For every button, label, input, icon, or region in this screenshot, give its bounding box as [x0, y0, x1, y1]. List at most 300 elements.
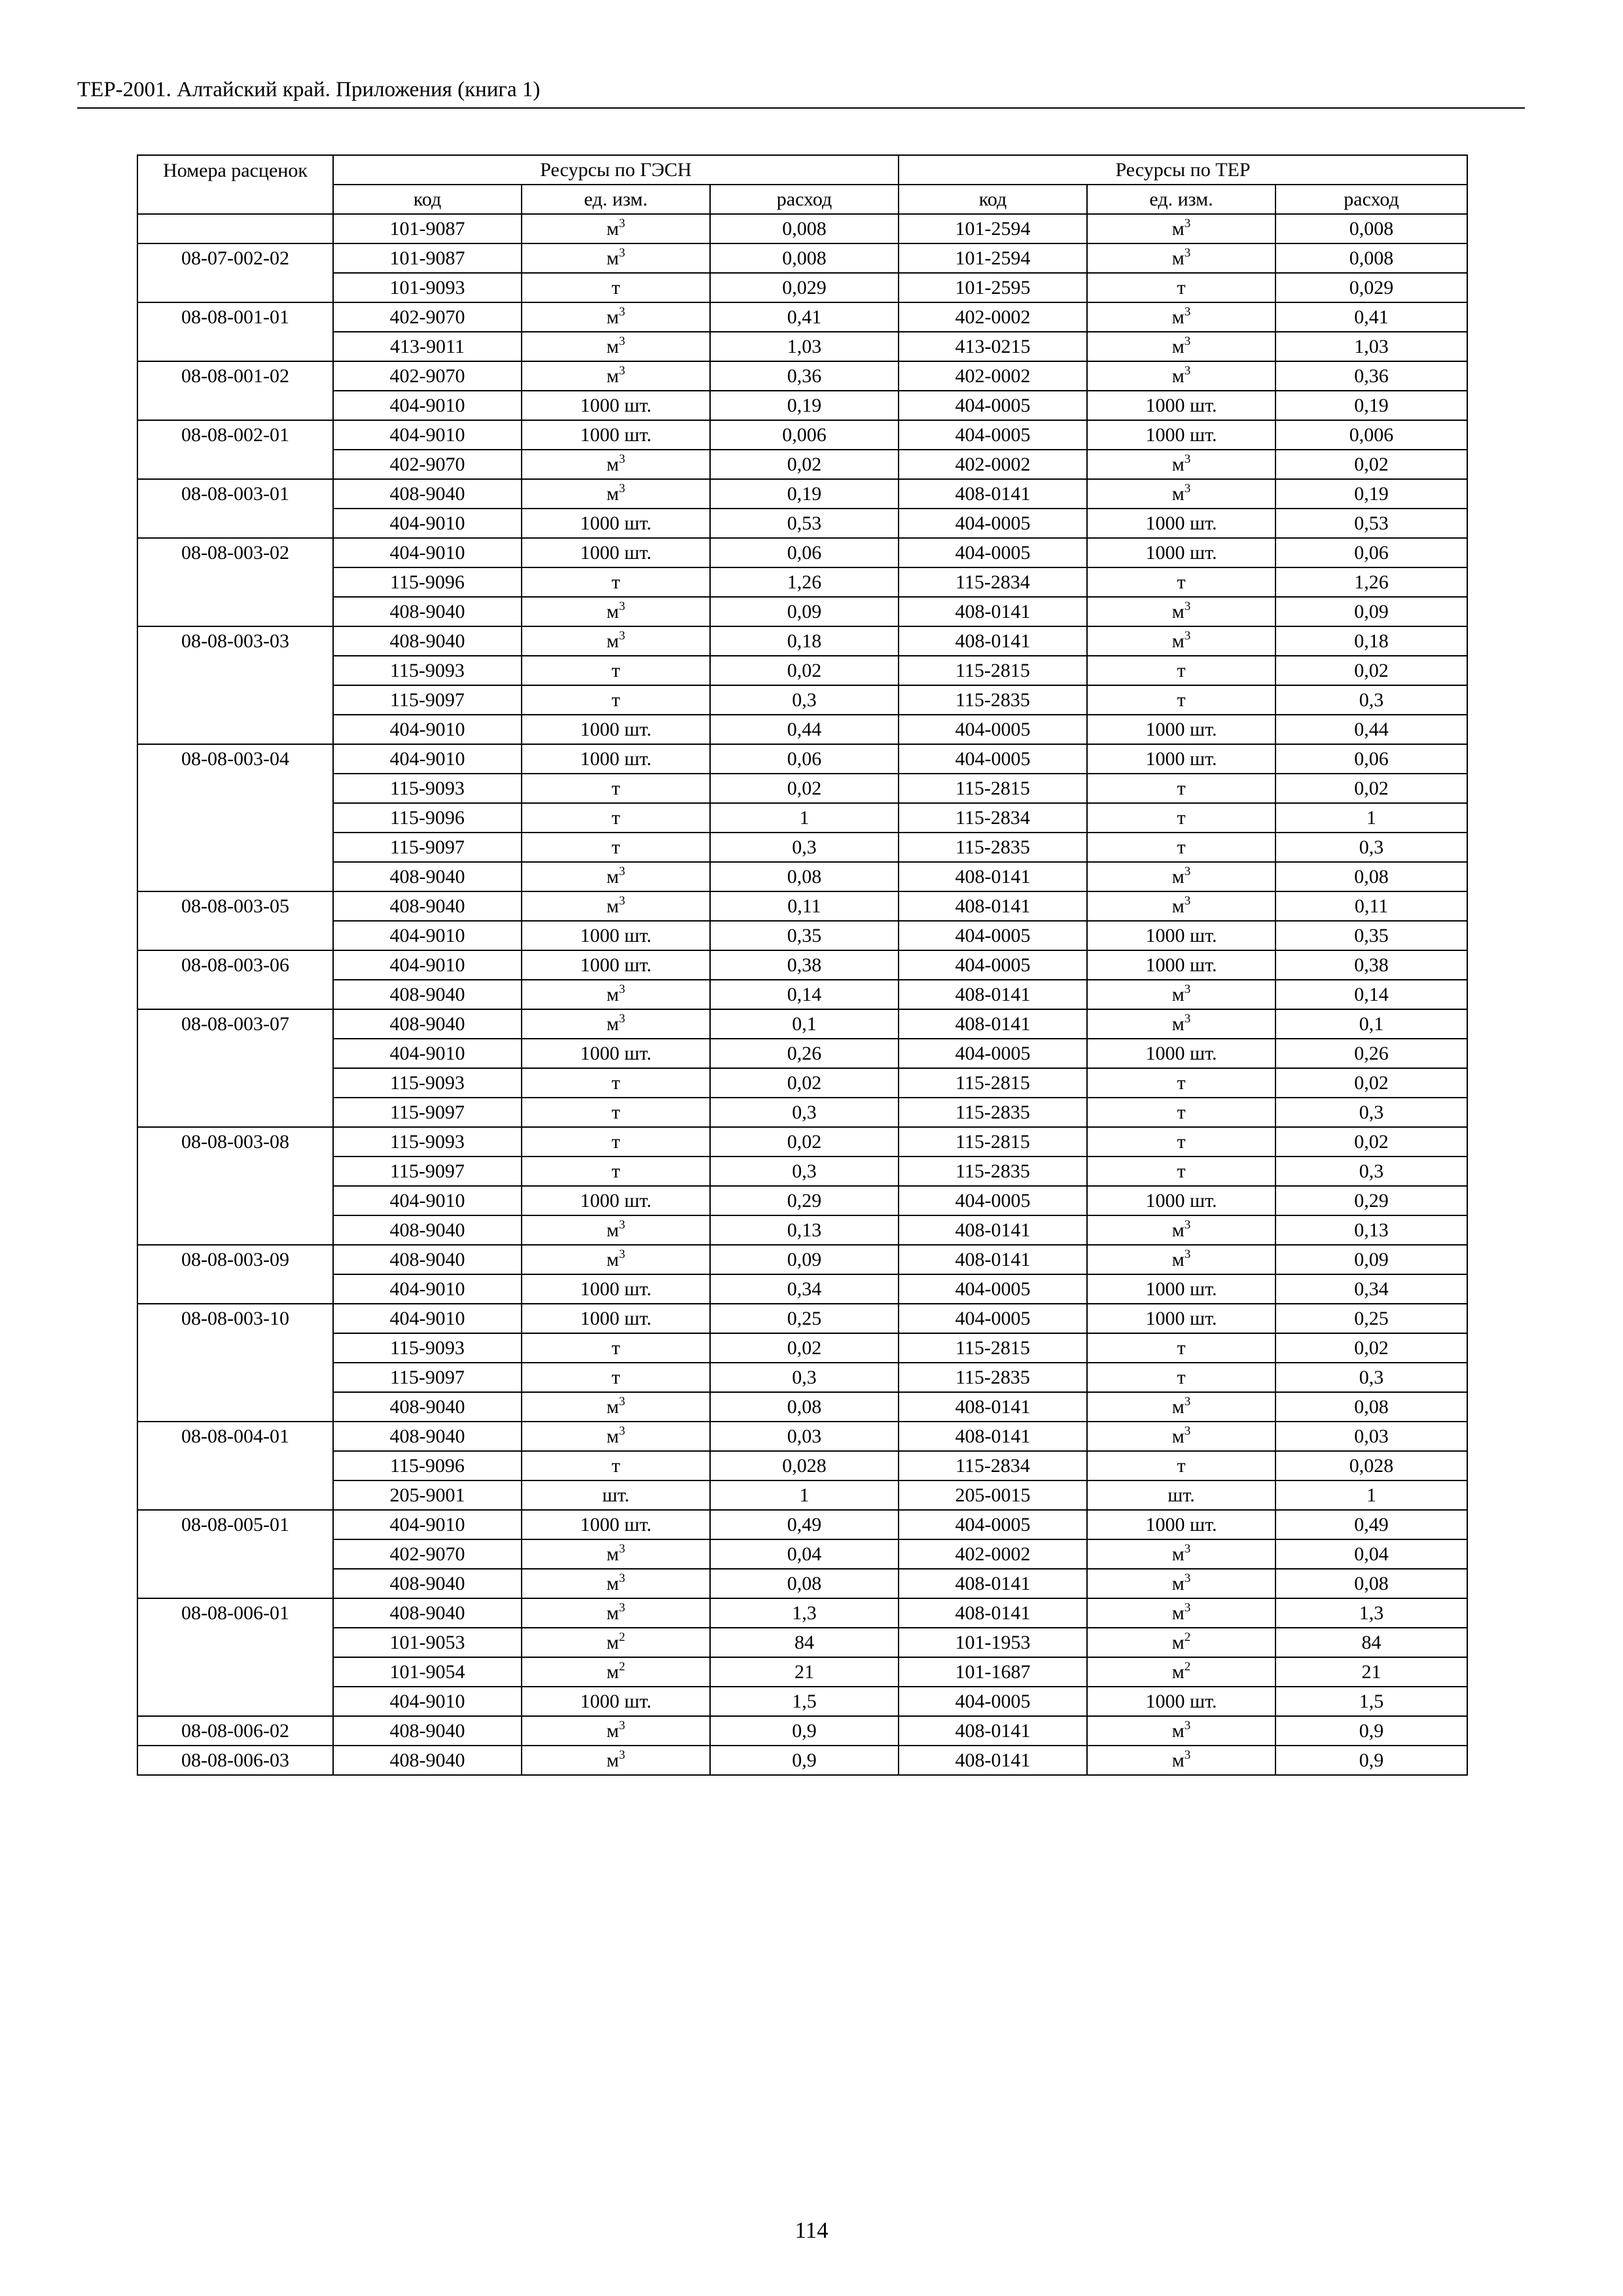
- rate-number-cell: 08-08-002-01: [137, 420, 333, 450]
- gesn-unit-cell: т: [522, 1157, 710, 1186]
- rate-number-cell: [137, 450, 333, 479]
- ter-code-cell: 413-0215: [899, 332, 1087, 361]
- ter-amount-cell: 0,008: [1275, 243, 1467, 273]
- gesn-unit-cell: $м^3$: [522, 891, 710, 921]
- ter-unit-cell: $м^3$: [1087, 450, 1275, 479]
- gesn-code-cell: 404-9010: [333, 1274, 522, 1304]
- gesn-amount-cell: 0,3: [710, 685, 899, 715]
- table-row: [137, 1245, 1467, 1274]
- gesn-unit-cell: т: [522, 567, 710, 597]
- ter-unit-cell: 1000 шт.: [1087, 1510, 1275, 1539]
- gesn-unit-cell: $м^3$: [522, 1539, 710, 1569]
- gesn-unit-cell: $м^3$: [522, 214, 710, 243]
- gesn-amount-cell: 0,029: [710, 273, 899, 302]
- gesn-unit-cell: 1000 шт.: [522, 538, 710, 567]
- rate-number-cell: [137, 597, 333, 626]
- ter-unit-cell: 1000 шт.: [1087, 1039, 1275, 1068]
- ter-amount-cell: 0,18: [1275, 626, 1467, 656]
- rate-number-cell: [137, 774, 333, 803]
- ter-code-cell: 115-2835: [899, 1098, 1087, 1127]
- ter-code-cell: 115-2815: [899, 1068, 1087, 1098]
- ter-code-cell: 101-2594: [899, 214, 1087, 243]
- ter-amount-cell: 0,03: [1275, 1422, 1467, 1451]
- gesn-unit-cell: $м^3$: [522, 1009, 710, 1039]
- ter-amount-cell: 0,029: [1275, 273, 1467, 302]
- header-gesn-amount: расход: [710, 185, 899, 214]
- ter-code-cell: 115-2835: [899, 833, 1087, 862]
- ter-code-cell: 404-0005: [899, 509, 1087, 538]
- rate-number-cell: [137, 1098, 333, 1127]
- table-row: [137, 479, 1467, 509]
- ter-unit-cell: 1000 шт.: [1087, 950, 1275, 980]
- table-row: [137, 1422, 1467, 1451]
- gesn-unit-cell: 1000 шт.: [522, 950, 710, 980]
- ter-amount-cell: 0,11: [1275, 891, 1467, 921]
- ter-code-cell: 408-0141: [899, 1215, 1087, 1245]
- ter-code-cell: 404-0005: [899, 1274, 1087, 1304]
- gesn-unit-cell: т: [522, 1098, 710, 1127]
- gesn-code-cell: 115-9097: [333, 1157, 522, 1186]
- gesn-code-cell: 115-9093: [333, 1068, 522, 1098]
- rate-number-cell: 08-08-005-01: [137, 1510, 333, 1539]
- ter-code-cell: 115-2815: [899, 774, 1087, 803]
- ter-amount-cell: 0,25: [1275, 1304, 1467, 1333]
- table-row: [137, 1569, 1467, 1598]
- rate-number-cell: [137, 1274, 333, 1304]
- table-row: [137, 1628, 1467, 1657]
- gesn-code-cell: 404-9010: [333, 1304, 522, 1333]
- ter-amount-cell: 0,3: [1275, 833, 1467, 862]
- gesn-amount-cell: 0,02: [710, 774, 899, 803]
- ter-unit-cell: $м^3$: [1087, 1716, 1275, 1746]
- ter-unit-cell: $м^3$: [1087, 479, 1275, 509]
- rate-number-cell: 08-08-003-07: [137, 1009, 333, 1039]
- rate-number-cell: [137, 1215, 333, 1245]
- ter-code-cell: 402-0002: [899, 302, 1087, 332]
- gesn-unit-cell: т: [522, 833, 710, 862]
- header-gesn-unit: ед. изм.: [522, 185, 710, 214]
- gesn-code-cell: 408-9040: [333, 597, 522, 626]
- ter-code-cell: 402-0002: [899, 361, 1087, 391]
- gesn-code-cell: 115-9097: [333, 685, 522, 715]
- ter-code-cell: 408-0141: [899, 1569, 1087, 1598]
- table-row: [137, 1480, 1467, 1510]
- ter-unit-cell: т: [1087, 1127, 1275, 1157]
- header-ter-amount: расход: [1275, 185, 1467, 214]
- ter-unit-cell: 1000 шт.: [1087, 744, 1275, 774]
- table-body: [137, 214, 1467, 1775]
- ter-amount-cell: 0,02: [1275, 1333, 1467, 1363]
- gesn-code-cell: 408-9040: [333, 980, 522, 1009]
- ter-unit-cell: $м^3$: [1087, 1746, 1275, 1775]
- gesn-amount-cell: 1,3: [710, 1598, 899, 1628]
- gesn-amount-cell: 0,06: [710, 538, 899, 567]
- ter-unit-cell: $м^3$: [1087, 891, 1275, 921]
- gesn-amount-cell: 0,3: [710, 833, 899, 862]
- ter-code-cell: 115-2835: [899, 1157, 1087, 1186]
- ter-unit-cell: 1000 шт.: [1087, 420, 1275, 450]
- ter-amount-cell: 0,02: [1275, 774, 1467, 803]
- ter-unit-cell: 1000 шт.: [1087, 1304, 1275, 1333]
- gesn-code-cell: 404-9010: [333, 921, 522, 950]
- ter-unit-cell: т: [1087, 1157, 1275, 1186]
- gesn-amount-cell: 0,008: [710, 214, 899, 243]
- table-row: [137, 1127, 1467, 1157]
- gesn-unit-cell: $м^3$: [522, 1215, 710, 1245]
- ter-amount-cell: 0,3: [1275, 1157, 1467, 1186]
- gesn-code-cell: 402-9070: [333, 450, 522, 479]
- ter-amount-cell: 0,008: [1275, 214, 1467, 243]
- gesn-amount-cell: 0,03: [710, 1422, 899, 1451]
- gesn-amount-cell: 84: [710, 1628, 899, 1657]
- ter-unit-cell: $м^3$: [1087, 1569, 1275, 1598]
- table-row: [137, 509, 1467, 538]
- ter-amount-cell: 0,19: [1275, 479, 1467, 509]
- ter-amount-cell: 0,06: [1275, 538, 1467, 567]
- rate-number-cell: 08-08-001-02: [137, 361, 333, 391]
- ter-amount-cell: 84: [1275, 1628, 1467, 1657]
- gesn-amount-cell: 21: [710, 1657, 899, 1687]
- table-row: [137, 391, 1467, 420]
- ter-unit-cell: $м^3$: [1087, 243, 1275, 273]
- gesn-code-cell: 101-9087: [333, 243, 522, 273]
- ter-amount-cell: 0,02: [1275, 450, 1467, 479]
- ter-code-cell: 408-0141: [899, 1009, 1087, 1039]
- table-row: [137, 1157, 1467, 1186]
- ter-unit-cell: $м^2$: [1087, 1657, 1275, 1687]
- gesn-amount-cell: 0,02: [710, 1068, 899, 1098]
- table-row: [137, 1215, 1467, 1245]
- gesn-code-cell: 101-9054: [333, 1657, 522, 1687]
- gesn-code-cell: 101-9053: [333, 1628, 522, 1657]
- rate-number-cell: 08-08-001-01: [137, 302, 333, 332]
- gesn-code-cell: 404-9010: [333, 744, 522, 774]
- rate-number-cell: [137, 1068, 333, 1098]
- rate-number-cell: 08-08-003-06: [137, 950, 333, 980]
- header-gesn-code: код: [333, 185, 522, 214]
- gesn-code-cell: 404-9010: [333, 391, 522, 420]
- gesn-amount-cell: 0,41: [710, 302, 899, 332]
- header-ter-resources: Ресурсы по ТЕР: [899, 155, 1467, 185]
- ter-unit-cell: $м^3$: [1087, 361, 1275, 391]
- rate-number-cell: [137, 1392, 333, 1422]
- rate-number-cell: 08-08-003-10: [137, 1304, 333, 1333]
- ter-amount-cell: 0,06: [1275, 744, 1467, 774]
- table-row: [137, 1186, 1467, 1215]
- rate-number-cell: 08-08-006-03: [137, 1746, 333, 1775]
- gesn-unit-cell: $м^3$: [522, 597, 710, 626]
- gesn-unit-cell: 1000 шт.: [522, 1510, 710, 1539]
- rate-number-cell: [137, 1687, 333, 1716]
- ter-amount-cell: 1,5: [1275, 1687, 1467, 1716]
- ter-unit-cell: т: [1087, 1098, 1275, 1127]
- gesn-unit-cell: $м^3$: [522, 1422, 710, 1451]
- ter-amount-cell: 1,03: [1275, 332, 1467, 361]
- table-row: [137, 1392, 1467, 1422]
- ter-code-cell: 408-0141: [899, 626, 1087, 656]
- gesn-unit-cell: 1000 шт.: [522, 1039, 710, 1068]
- ter-code-cell: 408-0141: [899, 1746, 1087, 1775]
- gesn-amount-cell: 0,06: [710, 744, 899, 774]
- gesn-code-cell: 402-9070: [333, 302, 522, 332]
- gesn-code-cell: 115-9093: [333, 656, 522, 685]
- ter-unit-cell: т: [1087, 1451, 1275, 1480]
- table-row: [137, 361, 1467, 391]
- gesn-unit-cell: 1000 шт.: [522, 744, 710, 774]
- ter-code-cell: 402-0002: [899, 1539, 1087, 1569]
- table-row: [137, 567, 1467, 597]
- ter-amount-cell: 0,44: [1275, 715, 1467, 744]
- gesn-amount-cell: 0,9: [710, 1746, 899, 1775]
- gesn-code-cell: 402-9070: [333, 361, 522, 391]
- gesn-amount-cell: 0,09: [710, 597, 899, 626]
- gesn-amount-cell: 1,5: [710, 1687, 899, 1716]
- ter-amount-cell: 0,9: [1275, 1746, 1467, 1775]
- ter-amount-cell: 0,13: [1275, 1215, 1467, 1245]
- gesn-amount-cell: 0,38: [710, 950, 899, 980]
- gesn-code-cell: 408-9040: [333, 1569, 522, 1598]
- gesn-amount-cell: 0,13: [710, 1215, 899, 1245]
- ter-code-cell: 408-0141: [899, 891, 1087, 921]
- table-row: [137, 1039, 1467, 1068]
- table-row: [137, 833, 1467, 862]
- gesn-code-cell: 408-9040: [333, 891, 522, 921]
- table-row: [137, 1304, 1467, 1333]
- gesn-unit-cell: 1000 шт.: [522, 1186, 710, 1215]
- gesn-unit-cell: 1000 шт.: [522, 921, 710, 950]
- gesn-unit-cell: $м^3$: [522, 450, 710, 479]
- ter-unit-cell: $м^3$: [1087, 1539, 1275, 1569]
- gesn-amount-cell: 0,3: [710, 1098, 899, 1127]
- gesn-unit-cell: 1000 шт.: [522, 715, 710, 744]
- table-row: [137, 685, 1467, 715]
- gesn-unit-cell: 1000 шт.: [522, 420, 710, 450]
- rate-number-cell: [137, 1569, 333, 1598]
- ter-amount-cell: 0,09: [1275, 597, 1467, 626]
- ter-unit-cell: $м^3$: [1087, 597, 1275, 626]
- table-row: [137, 1687, 1467, 1716]
- ter-code-cell: 115-2815: [899, 656, 1087, 685]
- gesn-amount-cell: 0,18: [710, 626, 899, 656]
- gesn-unit-cell: $м^3$: [522, 1598, 710, 1628]
- gesn-code-cell: 408-9040: [333, 1392, 522, 1422]
- gesn-unit-cell: $м^3$: [522, 1746, 710, 1775]
- gesn-unit-cell: $м^3$: [522, 862, 710, 891]
- rate-number-cell: [137, 1451, 333, 1480]
- rate-number-cell: [137, 1157, 333, 1186]
- gesn-amount-cell: 0,08: [710, 1569, 899, 1598]
- page-number: 114: [794, 2217, 829, 2243]
- ter-unit-cell: т: [1087, 774, 1275, 803]
- table-row: [137, 980, 1467, 1009]
- gesn-amount-cell: 0,02: [710, 656, 899, 685]
- gesn-amount-cell: 0,14: [710, 980, 899, 1009]
- document-title: ТЕР-2001. Алтайский край. Приложения (книга 1): [77, 78, 541, 101]
- ter-code-cell: 404-0005: [899, 1186, 1087, 1215]
- ter-amount-cell: 0,04: [1275, 1539, 1467, 1569]
- rate-number-cell: [137, 509, 333, 538]
- gesn-code-cell: 408-9040: [333, 1598, 522, 1628]
- ter-amount-cell: 0,02: [1275, 656, 1467, 685]
- table-row: [137, 1746, 1467, 1775]
- ter-unit-cell: $м^3$: [1087, 1392, 1275, 1422]
- ter-code-cell: 115-2835: [899, 685, 1087, 715]
- table-row: [137, 597, 1467, 626]
- rate-number-cell: [137, 803, 333, 833]
- ter-code-cell: 101-2594: [899, 243, 1087, 273]
- gesn-amount-cell: 0,19: [710, 391, 899, 420]
- table-row: [137, 774, 1467, 803]
- ter-code-cell: 408-0141: [899, 1392, 1087, 1422]
- ter-code-cell: 115-2835: [899, 1363, 1087, 1392]
- gesn-amount-cell: 0,008: [710, 243, 899, 273]
- ter-amount-cell: 0,26: [1275, 1039, 1467, 1068]
- ter-unit-cell: $м^3$: [1087, 332, 1275, 361]
- table-row: [137, 1716, 1467, 1746]
- ter-amount-cell: 0,3: [1275, 685, 1467, 715]
- gesn-unit-cell: $м^3$: [522, 1392, 710, 1422]
- ter-unit-cell: т: [1087, 567, 1275, 597]
- ter-amount-cell: 1: [1275, 1480, 1467, 1510]
- gesn-unit-cell: $м^3$: [522, 626, 710, 656]
- header-ter-code: код: [899, 185, 1087, 214]
- table-row: [137, 1098, 1467, 1127]
- rate-number-cell: [137, 1480, 333, 1510]
- ter-amount-cell: 0,36: [1275, 361, 1467, 391]
- ter-unit-cell: т: [1087, 1068, 1275, 1098]
- gesn-code-cell: 402-9070: [333, 1539, 522, 1569]
- ter-code-cell: 408-0141: [899, 1245, 1087, 1274]
- ter-unit-cell: т: [1087, 1333, 1275, 1363]
- ter-unit-cell: т: [1087, 833, 1275, 862]
- gesn-code-cell: 404-9010: [333, 1039, 522, 1068]
- gesn-unit-cell: т: [522, 656, 710, 685]
- gesn-amount-cell: 0,08: [710, 862, 899, 891]
- ter-amount-cell: 0,35: [1275, 921, 1467, 950]
- rate-number-cell: [137, 567, 333, 597]
- ter-unit-cell: $м^2$: [1087, 1628, 1275, 1657]
- ter-amount-cell: 0,19: [1275, 391, 1467, 420]
- gesn-amount-cell: 0,19: [710, 479, 899, 509]
- gesn-amount-cell: 0,1: [710, 1009, 899, 1039]
- gesn-amount-cell: 0,02: [710, 1333, 899, 1363]
- ter-unit-cell: т: [1087, 656, 1275, 685]
- ter-amount-cell: 0,3: [1275, 1363, 1467, 1392]
- rate-number-cell: [137, 391, 333, 420]
- ter-unit-cell: шт.: [1087, 1480, 1275, 1510]
- ter-unit-cell: $м^3$: [1087, 1598, 1275, 1628]
- ter-amount-cell: 1: [1275, 803, 1467, 833]
- table-row: [137, 1539, 1467, 1569]
- ter-code-cell: 408-0141: [899, 479, 1087, 509]
- gesn-code-cell: 115-9097: [333, 1098, 522, 1127]
- gesn-code-cell: 115-9096: [333, 567, 522, 597]
- table-row: [137, 626, 1467, 656]
- table-row: [137, 1068, 1467, 1098]
- table-row: [137, 332, 1467, 361]
- ter-unit-cell: $м^3$: [1087, 1245, 1275, 1274]
- gesn-amount-cell: 0,29: [710, 1186, 899, 1215]
- ter-unit-cell: $м^3$: [1087, 1215, 1275, 1245]
- ter-code-cell: 408-0141: [899, 980, 1087, 1009]
- ter-amount-cell: 0,29: [1275, 1186, 1467, 1215]
- table-row: [137, 803, 1467, 833]
- table-row: [137, 243, 1467, 273]
- ter-unit-cell: 1000 шт.: [1087, 538, 1275, 567]
- gesn-unit-cell: $м^3$: [522, 1569, 710, 1598]
- rate-number-cell: [137, 685, 333, 715]
- rate-number-cell: [137, 833, 333, 862]
- rate-number-cell: 08-08-003-04: [137, 744, 333, 774]
- ter-code-cell: 408-0141: [899, 1422, 1087, 1451]
- table-row: [137, 1009, 1467, 1039]
- ter-unit-cell: $м^3$: [1087, 862, 1275, 891]
- header-row-columns: [137, 185, 1467, 214]
- ter-code-cell: 404-0005: [899, 420, 1087, 450]
- ter-amount-cell: 0,006: [1275, 420, 1467, 450]
- gesn-amount-cell: 0,49: [710, 1510, 899, 1539]
- resources-table: [137, 154, 1468, 1776]
- ter-unit-cell: $м^3$: [1087, 980, 1275, 1009]
- table-row: [137, 273, 1467, 302]
- gesn-code-cell: 404-9010: [333, 1510, 522, 1539]
- rate-number-cell: 08-08-004-01: [137, 1422, 333, 1451]
- gesn-amount-cell: 0,25: [710, 1304, 899, 1333]
- ter-code-cell: 408-0141: [899, 1598, 1087, 1628]
- ter-code-cell: 408-0141: [899, 597, 1087, 626]
- gesn-code-cell: 404-9010: [333, 538, 522, 567]
- gesn-amount-cell: 0,9: [710, 1716, 899, 1746]
- rate-number-cell: 08-08-006-02: [137, 1716, 333, 1746]
- ter-code-cell: 404-0005: [899, 744, 1087, 774]
- rate-number-cell: [137, 715, 333, 744]
- gesn-code-cell: 413-9011: [333, 332, 522, 361]
- rate-number-cell: 08-08-003-03: [137, 626, 333, 656]
- rate-number-cell: [137, 1628, 333, 1657]
- ter-code-cell: 205-0015: [899, 1480, 1087, 1510]
- ter-code-cell: 404-0005: [899, 1039, 1087, 1068]
- gesn-unit-cell: $м^2$: [522, 1657, 710, 1687]
- ter-code-cell: 404-0005: [899, 1304, 1087, 1333]
- gesn-code-cell: 408-9040: [333, 626, 522, 656]
- ter-amount-cell: 0,08: [1275, 1569, 1467, 1598]
- gesn-unit-cell: $м^2$: [522, 1628, 710, 1657]
- ter-unit-cell: 1000 шт.: [1087, 715, 1275, 744]
- ter-amount-cell: 0,02: [1275, 1127, 1467, 1157]
- gesn-code-cell: 404-9010: [333, 1687, 522, 1716]
- ter-amount-cell: 0,028: [1275, 1451, 1467, 1480]
- gesn-code-cell: 408-9040: [333, 1422, 522, 1451]
- ter-unit-cell: 1000 шт.: [1087, 1186, 1275, 1215]
- page-header: [77, 76, 1525, 109]
- gesn-code-cell: 115-9097: [333, 1363, 522, 1392]
- rate-number-cell: 08-08-003-05: [137, 891, 333, 921]
- table-row: [137, 950, 1467, 980]
- gesn-unit-cell: т: [522, 1068, 710, 1098]
- table-row: [137, 302, 1467, 332]
- ter-code-cell: 404-0005: [899, 715, 1087, 744]
- ter-unit-cell: т: [1087, 273, 1275, 302]
- gesn-amount-cell: 0,006: [710, 420, 899, 450]
- gesn-amount-cell: 0,3: [710, 1157, 899, 1186]
- rate-number-cell: [137, 921, 333, 950]
- gesn-unit-cell: $м^3$: [522, 361, 710, 391]
- rate-number-cell: [137, 214, 333, 243]
- rate-number-cell: [137, 1333, 333, 1363]
- ter-code-cell: 404-0005: [899, 1687, 1087, 1716]
- ter-amount-cell: 0,49: [1275, 1510, 1467, 1539]
- ter-unit-cell: $м^3$: [1087, 302, 1275, 332]
